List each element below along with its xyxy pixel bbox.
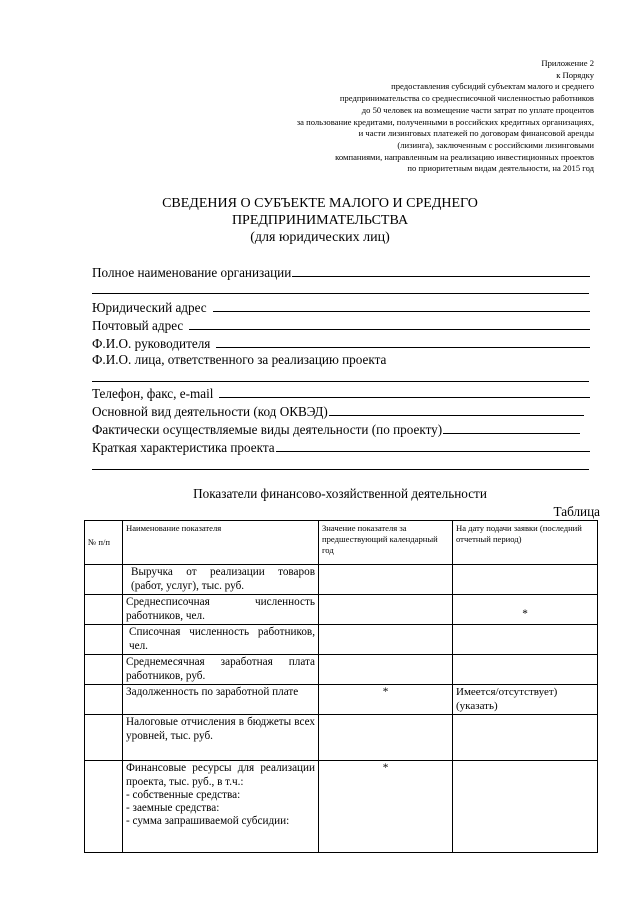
- document-title: [0, 195, 640, 246]
- main-activity-label: Основной вид деятельности (код ОКВЭД): [92, 404, 328, 419]
- project-summary-label: Краткая характеристика проекта: [92, 440, 275, 455]
- row-prev-cell[interactable]: [319, 655, 453, 685]
- header-current: На дату подачи заявки (последний отчетный период): [453, 521, 598, 565]
- appendix-line: по приоритетным видам деятельности, на 2015 год: [407, 163, 594, 174]
- sub-items-list: [126, 789, 315, 828]
- main-activity-line[interactable]: [329, 415, 584, 416]
- contacts-label: Телефон, факс, e-mail: [92, 386, 214, 401]
- row-prev-cell[interactable]: [319, 625, 453, 655]
- header-num: № п/п: [85, 521, 123, 565]
- main-activity-field[interactable]: [92, 402, 584, 419]
- project-summary-line[interactable]: [276, 451, 590, 452]
- responsible-field: [92, 350, 590, 367]
- row-name-cell: Среднесписочная численность работников, чел.: [123, 595, 319, 625]
- row-name-cell: [123, 761, 319, 853]
- header-prev-year: Значение показателя за предшествующий календарный год: [319, 521, 453, 565]
- row-prev-cell[interactable]: *: [319, 761, 453, 853]
- row-current-cell[interactable]: [453, 761, 598, 853]
- row-current-cell[interactable]: Имеется/отсутствует) (указать): [453, 685, 598, 715]
- contacts-field[interactable]: [92, 384, 590, 401]
- row-num-cell: [85, 761, 123, 853]
- table-row: [85, 655, 598, 685]
- row-num-cell: [85, 595, 123, 625]
- appendix-header: [174, 58, 594, 175]
- row-current-cell[interactable]: [453, 655, 598, 685]
- table-row: [85, 715, 598, 761]
- actual-activities-field[interactable]: [92, 420, 580, 437]
- project-summary-line-2[interactable]: [92, 469, 589, 470]
- sub-item-subsidy-amount: - сумма запрашиваемой субсидии:: [126, 815, 290, 827]
- table-row: [85, 761, 598, 853]
- row-current-cell[interactable]: *: [453, 595, 598, 625]
- org-name-label: Полное наименование организации: [92, 265, 292, 280]
- appendix-line: за пользование кредитами, полученными в российских кредитных организациях,: [296, 116, 594, 127]
- postal-address-line[interactable]: [189, 329, 590, 330]
- row-name-cell: Среднемесячная заработная плата работников, руб.: [123, 655, 319, 685]
- sub-item-own-funds: - собственные средства:: [126, 789, 241, 801]
- row-num-cell: [85, 685, 123, 715]
- row-prev-cell[interactable]: *: [319, 685, 453, 715]
- director-line[interactable]: [216, 347, 590, 348]
- appendix-line: к Порядку: [556, 69, 594, 80]
- actual-activities-label: Фактически осуществляемые виды деятельности (по проекту): [92, 422, 443, 437]
- row-current-cell[interactable]: [453, 715, 598, 761]
- contacts-line[interactable]: [219, 397, 590, 398]
- sub-item-borrowed-funds: - заемные средства:: [126, 802, 220, 814]
- table-heading: Показатели финансово-хозяйственной деятельности: [193, 486, 487, 501]
- org-name-line[interactable]: [292, 276, 590, 277]
- postal-address-label: Почтовый адрес: [92, 318, 184, 333]
- row-num-cell: [85, 655, 123, 685]
- table-label: Таблица: [553, 504, 600, 519]
- row-prev-cell[interactable]: [319, 565, 453, 595]
- row-num-cell: [85, 625, 123, 655]
- responsible-line[interactable]: [92, 381, 589, 382]
- org-name-field[interactable]: [92, 263, 590, 280]
- table-row: [85, 685, 598, 715]
- title-line: СВЕДЕНИЯ О СУБЪЕКТЕ МАЛОГО И СРЕДНЕГО: [162, 196, 478, 211]
- row-prev-cell[interactable]: [319, 715, 453, 761]
- responsible-label: Ф.И.О. лица, ответственного за реализацию проекта: [92, 352, 387, 367]
- appendix-line: предоставления субсидий субъектам малого и среднего: [391, 81, 594, 92]
- postal-address-field[interactable]: [92, 316, 590, 333]
- row-name-text: Финансовые ресурсы для реализации проекта, тыс. руб., в т.ч.:: [126, 762, 315, 788]
- appendix-line: компаниями, направленным на реализацию инвестиционных проектов: [335, 151, 594, 162]
- legal-address-field[interactable]: [92, 298, 590, 315]
- project-summary-field[interactable]: [92, 438, 590, 455]
- row-name-cell: Списочная численность работников, чел.: [123, 625, 319, 655]
- appendix-line: (лизинга), заключенным с российскими лизинговыми: [397, 139, 594, 150]
- table-header-row: [85, 521, 598, 565]
- row-name-cell: Налоговые отчисления в бюджеты всех уровней, тыс. руб.: [123, 715, 319, 761]
- appendix-line: предпринимательства со среднесписочной численностью работников: [339, 93, 594, 104]
- legal-address-line[interactable]: [213, 311, 590, 312]
- org-name-line-2[interactable]: [92, 293, 589, 294]
- row-name-cell: Задолженность по заработной плате: [123, 685, 319, 715]
- table-row: [85, 595, 598, 625]
- appendix-line: и части лизинговых платежей по договорам финансовой аренды: [358, 128, 594, 139]
- row-current-cell[interactable]: [453, 565, 598, 595]
- row-num-cell: [85, 715, 123, 761]
- legal-address-label: Юридический адрес: [92, 300, 207, 315]
- actual-activities-line[interactable]: [443, 433, 580, 434]
- row-current-cell[interactable]: [453, 625, 598, 655]
- header-name: Наименование показателя: [123, 521, 319, 565]
- table-row: [85, 565, 598, 595]
- table-row: [85, 625, 598, 655]
- title-line: ПРЕДПРИНИМАТЕЛЬСТВА: [231, 213, 409, 228]
- title-subtitle: (для юридических лиц): [250, 230, 390, 245]
- row-num-cell: [85, 565, 123, 595]
- appendix-line: Приложение 2: [541, 58, 594, 68]
- row-prev-cell[interactable]: [319, 595, 453, 625]
- director-label: Ф.И.О. руководителя: [92, 336, 211, 351]
- financial-indicators-table: [84, 520, 598, 853]
- director-field[interactable]: [92, 334, 590, 351]
- row-name-cell: Выручка от реализации товаров (работ, услуг), тыс. руб.: [123, 565, 319, 595]
- appendix-line: до 50 человек на возмещение части затрат по уплате процентов: [361, 104, 594, 115]
